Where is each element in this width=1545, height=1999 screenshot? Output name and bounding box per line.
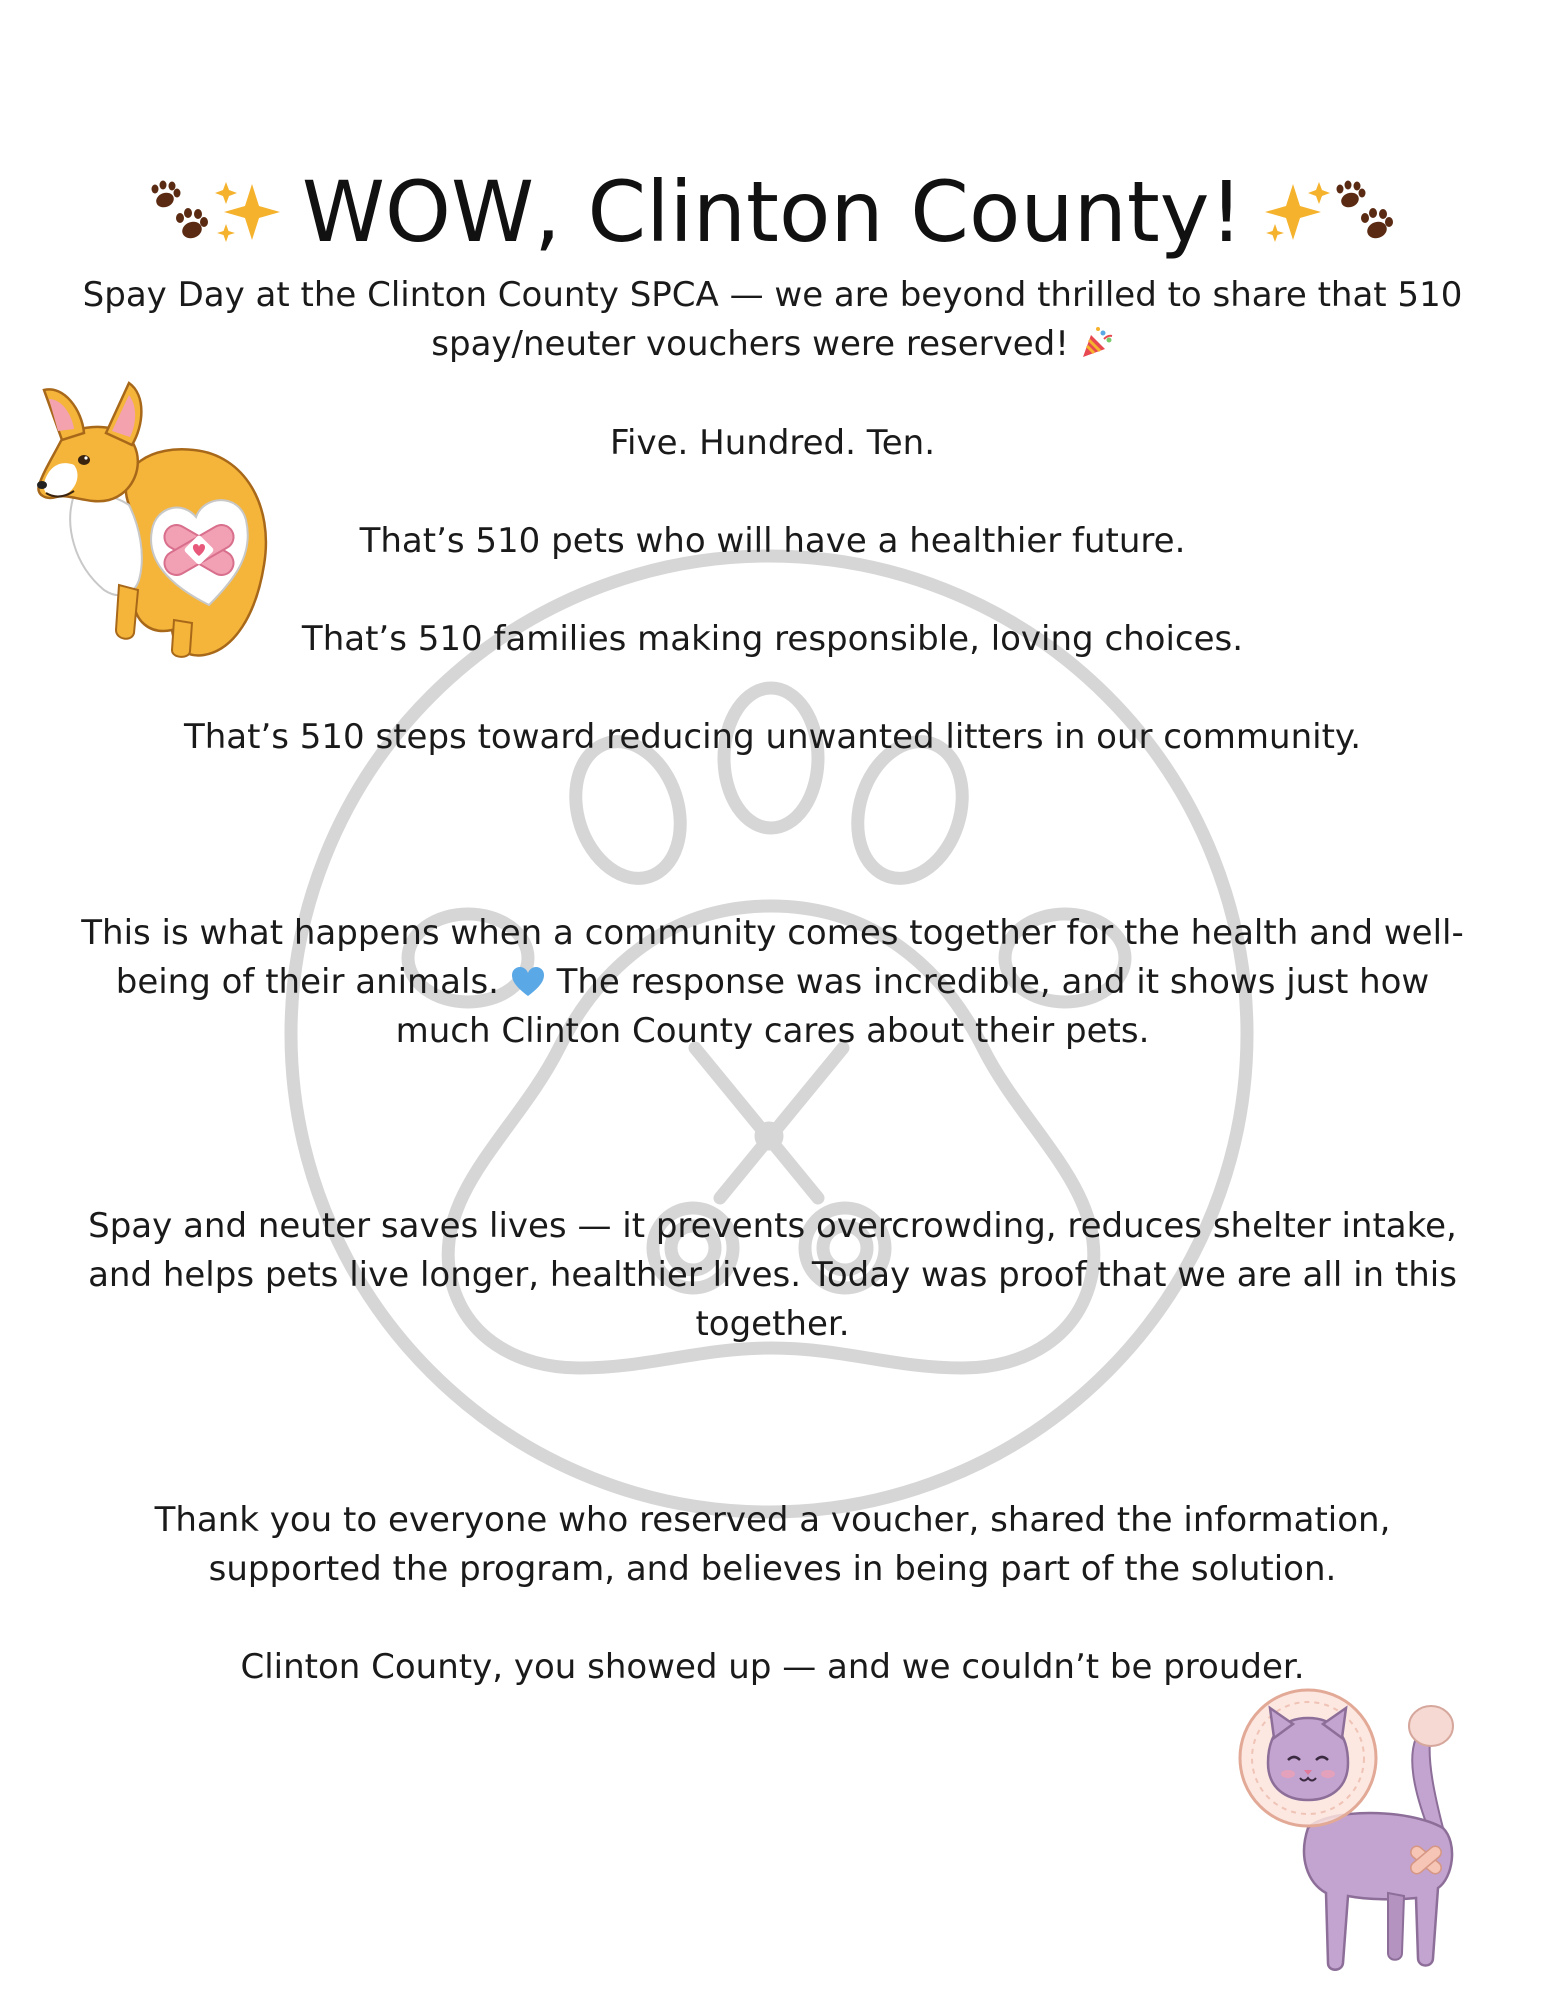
- closing-line: Clinton County, you showed up — and we couldn’t be prouder.: [240, 1647, 1305, 1687]
- saves-text-line-3: together.: [695, 1304, 850, 1344]
- saves-text-line-2: and helps pets live longer, healthier lives. Today was proof that we are all in this: [88, 1255, 1457, 1295]
- page-title-row: [0, 163, 1545, 262]
- sparkles-icon: [1261, 176, 1333, 248]
- count-words-line: Five. Hundred. Ten.: [609, 423, 936, 463]
- community-text-line-1: This is what happens when a community comes together for the health and well-: [81, 913, 1464, 953]
- saves-text-line-1: Spay and neuter saves lives — it prevents overcrowding, reduces shelter intake,: [88, 1206, 1457, 1246]
- saves-lives-paragraph: [80, 1202, 1465, 1349]
- party-popper-icon: [1080, 326, 1114, 360]
- thanks-paragraph: [80, 1496, 1465, 1594]
- community-text-line-2b: The response was incredible, and it shows just how: [556, 962, 1430, 1002]
- sparkles-icon: [212, 176, 284, 248]
- thanks-text-line-2: supported the program, and believes in being part of the solution.: [208, 1549, 1337, 1589]
- steps-line: That’s 510 steps toward reducing unwanted litters in our community.: [183, 717, 1362, 757]
- intro-text-line-1: Spay Day at the Clinton County SPCA — we are beyond thrilled to share that 510: [82, 275, 1463, 315]
- corgi-bandage-illustration: [34, 365, 274, 665]
- cat-cone-illustration: [1238, 1678, 1500, 1978]
- paw-prints-icon: [148, 180, 212, 244]
- blue-heart-icon: [510, 966, 546, 998]
- paw-prints-icon: [1333, 180, 1397, 244]
- pets-line: That’s 510 pets who will have a healthier future.: [359, 521, 1186, 561]
- page-title: WOW, Clinton County!: [301, 163, 1244, 262]
- families-line: That’s 510 families making responsible, loving choices.: [301, 619, 1244, 659]
- community-text-line-3: much Clinton County cares about their pets.: [395, 1011, 1150, 1051]
- thanks-text-line-1: Thank you to everyone who reserved a voucher, shared the information,: [154, 1500, 1391, 1540]
- community-text-line-2a: being of their animals.: [115, 962, 499, 1002]
- intro-paragraph: [80, 271, 1465, 369]
- intro-text-line-2: spay/neuter vouchers were reserved!: [431, 324, 1069, 364]
- community-paragraph: [80, 909, 1465, 1056]
